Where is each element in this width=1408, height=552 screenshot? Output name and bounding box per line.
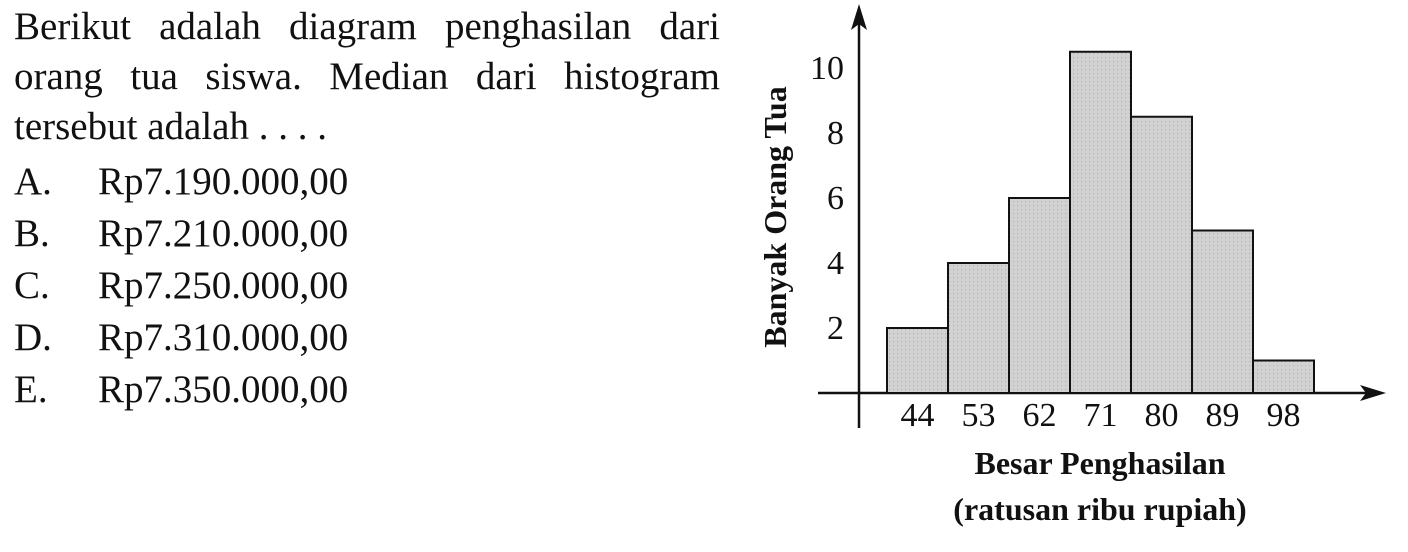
x-axis-title-line2: (ratusan ribu rupiah) (953, 491, 1247, 527)
option-letter: A. (14, 160, 52, 203)
bar-texture (949, 264, 1008, 392)
x-tick-label: 44 (900, 397, 935, 434)
option-letter: C. (14, 264, 50, 307)
bar-texture (1254, 362, 1313, 393)
option-text: Rp7.210.000,00 (98, 212, 349, 255)
option-letter: B. (14, 212, 50, 255)
x-tick-label: 80 (1144, 397, 1179, 434)
option-c[interactable] (14, 260, 734, 312)
x-tick-labels (901, 397, 1301, 434)
option-text: Rp7.310.000,00 (98, 316, 349, 359)
bar-texture (888, 329, 947, 392)
question-block (14, 2, 734, 416)
option-d[interactable] (14, 312, 734, 364)
x-tick-label: 53 (961, 397, 996, 434)
bars-group (887, 52, 1314, 393)
option-a[interactable] (14, 156, 734, 208)
option-text: Rp7.250.000,00 (98, 264, 349, 307)
y-tick-label: 10 (810, 50, 844, 87)
bar-texture (1071, 53, 1130, 392)
y-tick-label: 2 (827, 310, 844, 347)
bar-texture (1193, 232, 1252, 393)
x-axis-title: Besar Penghasilan (974, 445, 1226, 481)
option-text: Rp7.190.000,00 (98, 160, 349, 203)
y-tick-label: 6 (827, 180, 844, 217)
bar-texture (1010, 199, 1069, 392)
option-b[interactable] (14, 208, 734, 260)
option-letter: D. (14, 316, 52, 359)
x-tick-label: 62 (1022, 397, 1057, 434)
question-text: Berikut adalah diagram penghasilan dari orang tua siswa. Median dari histogram tersebut adalah . . . . (14, 5, 720, 148)
y-tick-label: 8 (827, 115, 844, 152)
bar-texture (1132, 118, 1191, 392)
y-tick-labels (810, 50, 844, 347)
option-text: Rp7.350.000,00 (98, 368, 349, 411)
x-tick-label: 98 (1266, 397, 1301, 434)
x-tick-label: 89 (1205, 397, 1240, 434)
y-tick-label: 4 (827, 245, 844, 282)
option-letter: E. (14, 368, 48, 411)
y-axis-title: Banyak Orang Tua (757, 86, 793, 348)
histogram-chart (740, 0, 1400, 552)
x-tick-label: 71 (1083, 397, 1118, 434)
option-e[interactable] (14, 364, 734, 416)
answer-options (14, 156, 734, 416)
